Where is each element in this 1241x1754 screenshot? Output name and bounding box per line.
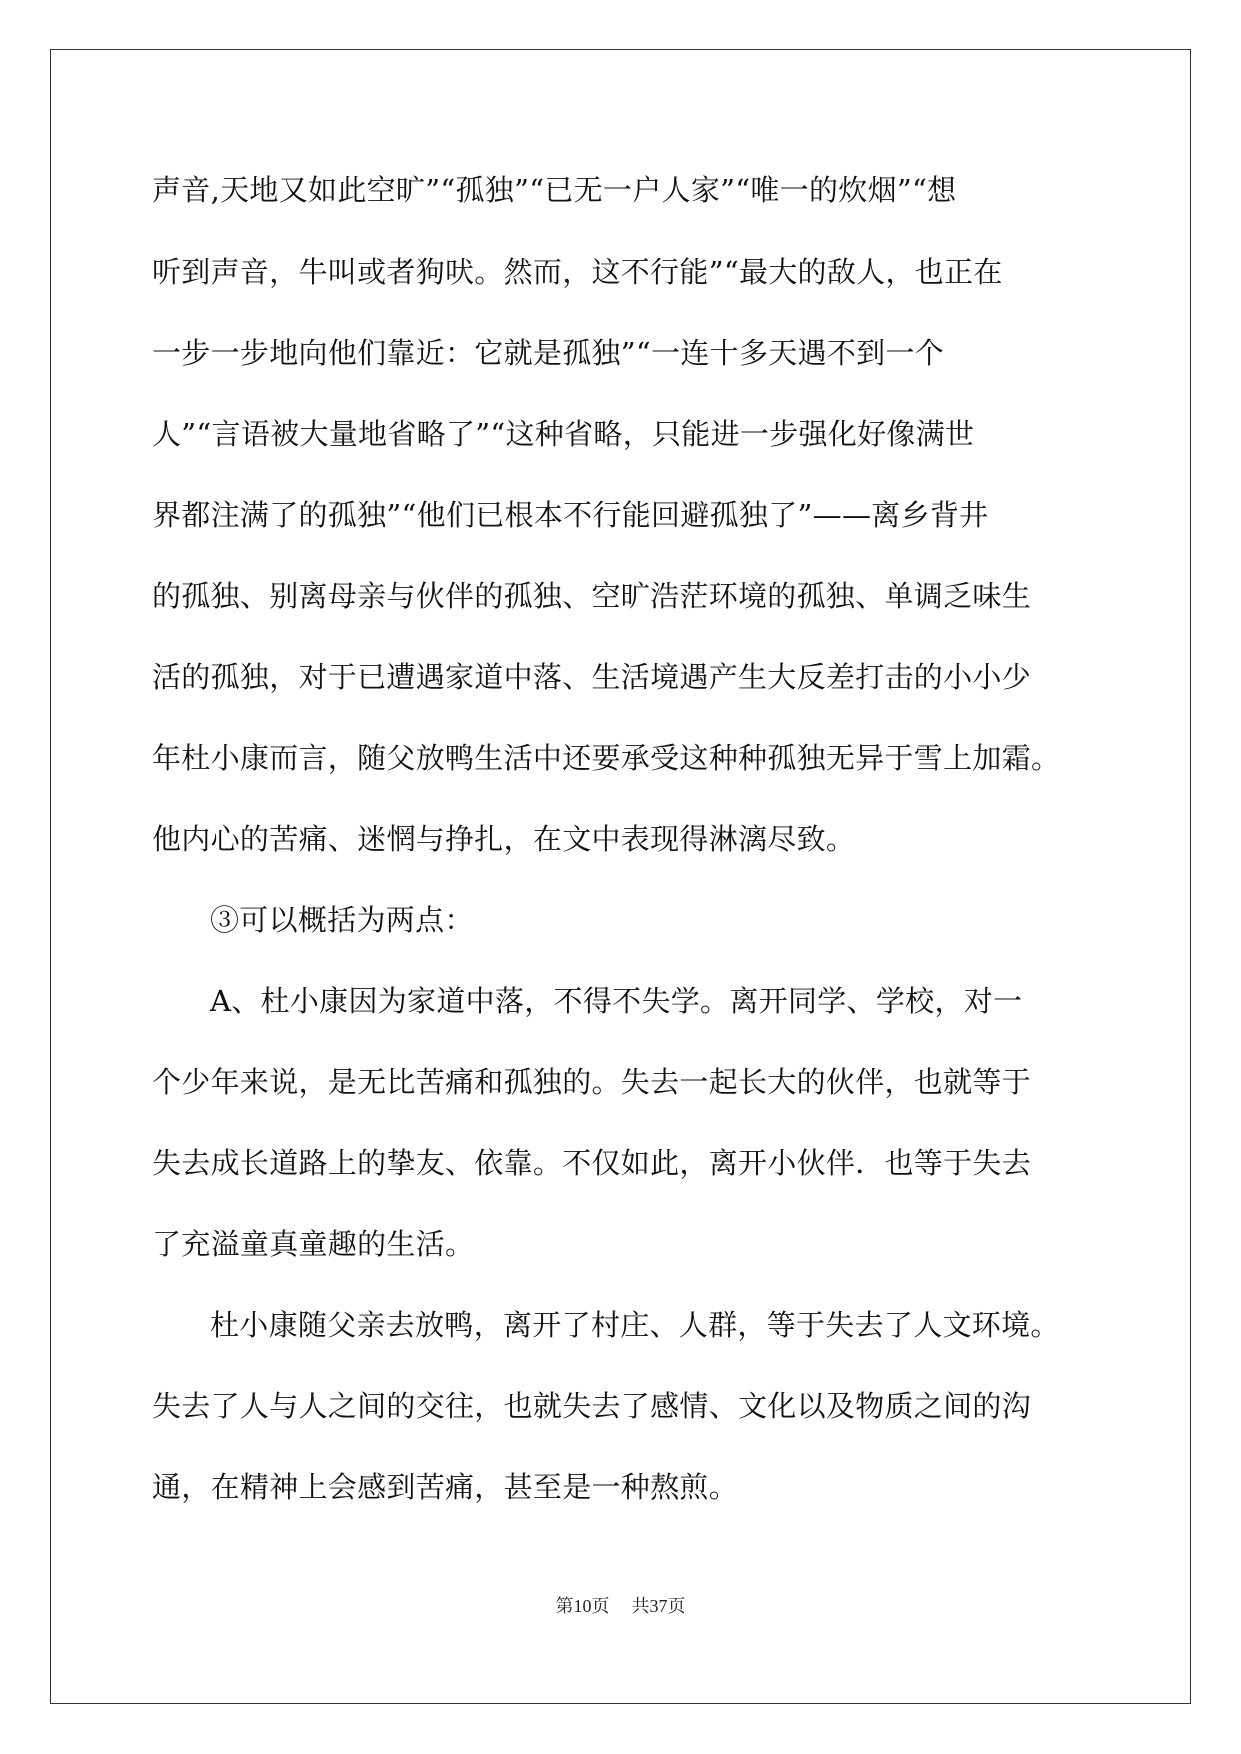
text-line: 年杜小康而言，随父放鸭生活中还要承受这种种孤独无异于雪上加霜。: [152, 741, 1061, 775]
page-footer: [0, 1594, 1241, 1618]
page-number: 第10页: [555, 1596, 610, 1616]
text-line: 失去成长道路上的挚友、依靠。不仅如此，离开小伙伴．也等于失去: [152, 1146, 1032, 1180]
text-line: 声音,天地又如此空旷”“孤独”“已无一户人家”“唯一的炊烟”“想: [152, 173, 957, 207]
text-line: 通，在精神上会感到苦痛，甚至是一种熬煎。: [152, 1470, 739, 1504]
text-line: 一步一步地向他们靠近：它就是孤独”“一连十多天遇不到一个: [152, 336, 945, 370]
paragraph-start: 杜小康随父亲去放鸭，离开了村庄、人群，等于失去了人文环境。: [210, 1308, 1060, 1342]
page-total: 共37页: [631, 1596, 686, 1616]
text-line: 失去了人与人之间的交往，也就失去了感情、文化以及物质之间的沟: [152, 1389, 1032, 1423]
page-border: [50, 49, 1191, 1704]
text-line: 活的孤独，对于已遭遇家道中落、生活境遇产生大反差打击的小小少: [152, 660, 1032, 694]
text-line: 个少年来说，是无比苦痛和孤独的。失去一起长大的伙伴，也就等于: [152, 1065, 1032, 1099]
text-line: 他内心的苦痛、迷惘与挣扎，在文中表现得淋漓尽致。: [152, 822, 856, 856]
text-line: 了充溢童真童趣的生活。: [152, 1227, 475, 1261]
text-line: 人”“言语被大量地省略了”“这种省略，只能进一步强化好像满世: [152, 417, 975, 451]
text-line: 的孤独、别离母亲与伙伴的孤独、空旷浩茫环境的孤独、单调乏味生: [152, 579, 1032, 613]
text-line: 界都注满了的孤独”“他们已根本不行能回避孤独了”——离乡背井: [152, 498, 989, 532]
text-line: 听到声音，牛叫或者狗吠。然而，这不行能”“最大的敌人，也正在: [152, 255, 1003, 289]
section-heading: ③可以概括为两点：: [210, 903, 474, 937]
paragraph-start: A、杜小康因为家道中落，不得不失学。离开同学、学校，对一: [210, 984, 1023, 1018]
